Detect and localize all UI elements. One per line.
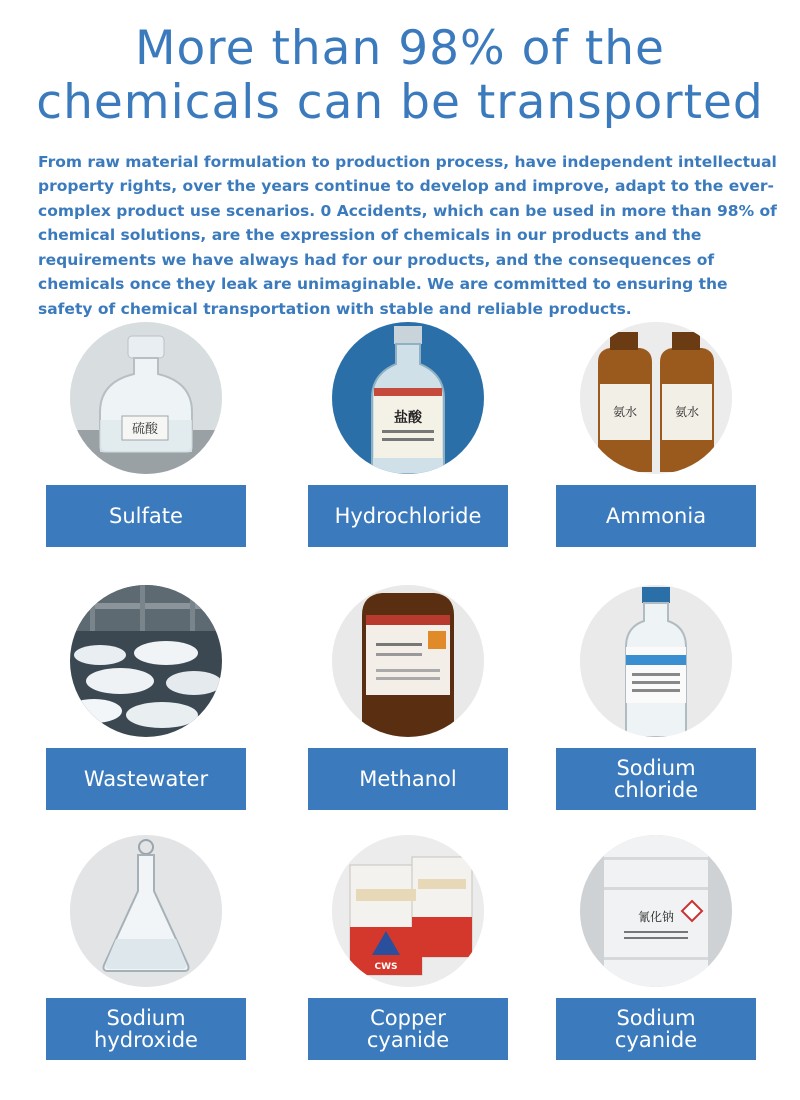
copper-cyanide-photo-logo: CWS — [374, 962, 398, 972]
chemical-card-sodium-hydroxide — [36, 835, 256, 1085]
label-line: Sodium — [616, 756, 696, 780]
label-sulfate — [46, 485, 246, 547]
label-hydrochloride — [308, 485, 508, 547]
wastewater-tank-photo — [70, 585, 222, 737]
headline-line-1: More than 98% of the — [135, 21, 665, 76]
label-sodium-cyanide — [556, 998, 756, 1060]
hydrochloride-photo-label: 盐酸 — [394, 410, 422, 426]
label-ammonia — [556, 485, 756, 547]
sodium-hydroxide-flask-photo — [70, 835, 222, 987]
intro-paragraph: From raw material formulation to production process, have independent intellectual property rights, over the years continue to develop and improve, adapt to the ever-complex product use scenarios. 0 Accidents, which can be used in more than 98% of chemical solutions, are the expression of chemicals in our products and the requirements we have always had for our products, and the consequences of chemicals once they leak are unimaginable. We are committed to ensuring the safety of chemical transportation with stable and reliable products. — [38, 152, 777, 318]
label-line: Methanol — [359, 767, 457, 791]
label-line: Wastewater — [83, 767, 209, 791]
hydrochloride-bottle-photo — [332, 322, 484, 474]
sodium-cyanide-drum-photo — [580, 835, 732, 987]
ammonia-photo-label-left: 氨水 — [612, 405, 638, 419]
copper-cyanide-cans-photo — [332, 835, 484, 987]
label-line: Sodium — [616, 1006, 696, 1030]
label-line: Hydrochloride — [334, 504, 482, 528]
label-line: Sulfate — [109, 504, 183, 528]
label-line: hydroxide — [94, 1028, 198, 1052]
label-sodium-hydroxide — [46, 998, 246, 1060]
headline — [0, 22, 800, 130]
headline-line-2: chemicals can be transported — [36, 75, 764, 130]
sodium-cyanide-photo-label: 氰化钠 — [637, 910, 675, 924]
ammonia-bottles-photo — [580, 322, 732, 474]
label-sodium-chloride — [556, 748, 756, 810]
sulfate-photo-label: 硫酸 — [131, 422, 159, 437]
chemical-card-hydrochloride — [298, 322, 518, 572]
label-line: chloride — [613, 778, 699, 802]
methanol-bottle-photo — [332, 585, 484, 737]
chemical-card-wastewater — [36, 585, 256, 835]
label-line: cyanide — [614, 1028, 698, 1052]
label-line: cyanide — [366, 1028, 450, 1052]
label-line: Sodium — [106, 1006, 186, 1030]
chemical-card-sulfate — [36, 322, 256, 572]
label-line: Copper — [370, 1006, 446, 1030]
label-line: Ammonia — [605, 504, 707, 528]
chemical-card-ammonia — [546, 322, 766, 572]
label-wastewater — [46, 748, 246, 810]
label-copper-cyanide — [308, 998, 508, 1060]
chemical-card-copper-cyanide — [298, 835, 518, 1085]
label-methanol — [308, 748, 508, 810]
chemical-card-methanol — [298, 585, 518, 835]
ammonia-photo-label-right: 氨水 — [674, 405, 700, 419]
chemical-card-sodium-chloride — [546, 585, 766, 835]
chemical-card-sodium-cyanide — [546, 835, 766, 1085]
sodium-chloride-bottle-photo — [580, 585, 732, 737]
sulfate-bottle-photo — [70, 322, 222, 474]
